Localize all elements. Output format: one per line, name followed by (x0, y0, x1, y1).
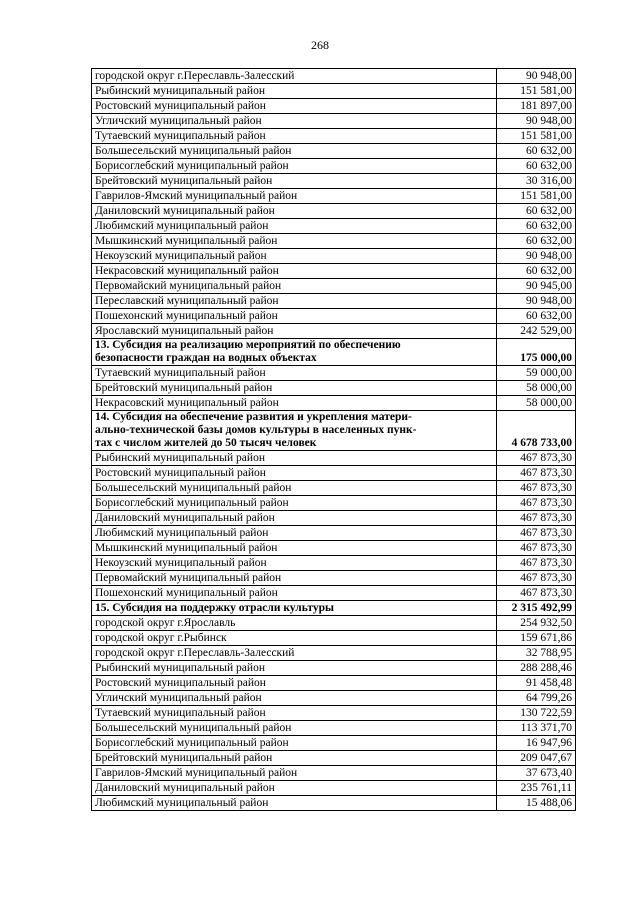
recipient-name: Рыбинский муниципальный район (92, 451, 497, 466)
table-row (92, 366, 576, 381)
subsidy-amount: 113 371,70 (497, 721, 576, 736)
section-heading-row (92, 411, 576, 451)
table-row (92, 99, 576, 114)
subsidy-amount: 16 947,96 (497, 736, 576, 751)
recipient-name: Гаврилов-Ямский муниципальный район (92, 189, 497, 204)
table-row (92, 466, 576, 481)
subsidy-amount: 58 000,00 (497, 381, 576, 396)
recipient-name: Любимский муниципальный район (92, 526, 497, 541)
subsidy-amount: 467 873,30 (497, 451, 576, 466)
subsidy-amount: 467 873,30 (497, 586, 576, 601)
subsidy-amount: 60 632,00 (497, 144, 576, 159)
subsidy-amount: 467 873,30 (497, 541, 576, 556)
recipient-name: Брейтовский муниципальный район (92, 751, 497, 766)
table-row (92, 766, 576, 781)
subsidy-amount: 467 873,30 (497, 466, 576, 481)
table-row (92, 706, 576, 721)
subsidy-amount: 467 873,30 (497, 526, 576, 541)
table-row (92, 114, 576, 129)
subsidy-table (91, 68, 576, 811)
table-row (92, 279, 576, 294)
recipient-name: Угличский муниципальный район (92, 114, 497, 129)
subsidy-amount: 90 948,00 (497, 69, 576, 84)
section-heading-line: 14. Субсидия на обеспечение развития и укрепления матери- (95, 411, 412, 423)
subsidy-amount: 467 873,30 (497, 571, 576, 586)
subsidy-amount: 90 945,00 (497, 279, 576, 294)
recipient-name: городской округ г.Ярославль (92, 616, 497, 631)
subsidy-amount: 60 632,00 (497, 219, 576, 234)
table-row (92, 556, 576, 571)
table-row (92, 129, 576, 144)
section-heading-line: безопасности граждан на водных объектах (95, 352, 317, 364)
table-row (92, 174, 576, 189)
table-row (92, 586, 576, 601)
subsidy-amount: 60 632,00 (497, 264, 576, 279)
recipient-name: Первомайский муниципальный район (92, 279, 497, 294)
table-row (92, 324, 576, 339)
table-row (92, 264, 576, 279)
recipient-name: городской округ г.Переславль-Залесский (92, 69, 497, 84)
section-heading-title (92, 411, 497, 451)
table-row (92, 396, 576, 411)
section-total-amount: 4 678 733,00 (497, 411, 576, 451)
recipient-name: Угличский муниципальный район (92, 691, 497, 706)
subsidy-amount: 90 948,00 (497, 114, 576, 129)
subsidy-amount: 467 873,30 (497, 556, 576, 571)
table-row (92, 249, 576, 264)
table-row (92, 451, 576, 466)
table-row (92, 661, 576, 676)
subsidy-amount: 90 948,00 (497, 249, 576, 264)
table-row (92, 159, 576, 174)
subsidy-amount: 235 761,11 (497, 781, 576, 796)
subsidy-amount: 60 632,00 (497, 234, 576, 249)
subsidy-amount: 64 799,26 (497, 691, 576, 706)
subsidy-amount: 37 673,40 (497, 766, 576, 781)
recipient-name: Любимский муниципальный район (92, 796, 497, 811)
recipient-name: городской округ г.Переславль-Залесский (92, 646, 497, 661)
table-row (92, 721, 576, 736)
recipient-name: Первомайский муниципальный район (92, 571, 497, 586)
page-number: 268 (311, 38, 329, 52)
table-row (92, 84, 576, 99)
subsidy-amount: 288 288,46 (497, 661, 576, 676)
recipient-name: Пошехонский муниципальный район (92, 586, 497, 601)
subsidy-amount: 151 581,00 (497, 189, 576, 204)
table-row (92, 796, 576, 811)
table-row (92, 294, 576, 309)
recipient-name: Любимский муниципальный район (92, 219, 497, 234)
recipient-name: Большесельский муниципальный район (92, 481, 497, 496)
recipient-name: Некоузский муниципальный район (92, 249, 497, 264)
recipient-name: Ярославский муниципальный район (92, 324, 497, 339)
table-row (92, 631, 576, 646)
recipient-name: Борисоглебский муниципальный район (92, 736, 497, 751)
table-row (92, 204, 576, 219)
recipient-name: Брейтовский муниципальный район (92, 174, 497, 189)
subsidy-amount: 60 632,00 (497, 309, 576, 324)
subsidy-amount: 467 873,30 (497, 511, 576, 526)
recipient-name: городской округ г.Рыбинск (92, 631, 497, 646)
table-row (92, 736, 576, 751)
recipient-name: Тутаевский муниципальный район (92, 366, 497, 381)
section-heading-line: 15. Субсидия на поддержку отрасли культуры (95, 602, 334, 614)
table-row (92, 616, 576, 631)
table-row (92, 69, 576, 84)
recipient-name: Переславский муниципальный район (92, 294, 497, 309)
table-row (92, 511, 576, 526)
table-row (92, 481, 576, 496)
section-heading-line: ально-технической базы домов культуры в населенных пунк- (95, 424, 417, 436)
recipient-name: Борисоглебский муниципальный район (92, 496, 497, 511)
recipient-name: Некоузский муниципальный район (92, 556, 497, 571)
subsidy-amount: 242 529,00 (497, 324, 576, 339)
table-row (92, 676, 576, 691)
table-row (92, 234, 576, 249)
recipient-name: Ростовский муниципальный район (92, 466, 497, 481)
table-row (92, 189, 576, 204)
subsidy-amount: 181 897,00 (497, 99, 576, 114)
subsidy-amount: 15 488,06 (497, 796, 576, 811)
subsidy-amount: 254 932,50 (497, 616, 576, 631)
table-row (92, 219, 576, 234)
subsidy-amount: 159 671,86 (497, 631, 576, 646)
section-heading-row (92, 601, 576, 616)
table-row (92, 571, 576, 586)
recipient-name: Брейтовский муниципальный район (92, 381, 497, 396)
subsidy-amount: 60 632,00 (497, 204, 576, 219)
table-row (92, 646, 576, 661)
subsidy-amount: 60 632,00 (497, 159, 576, 174)
table-row (92, 526, 576, 541)
subsidy-amount: 130 722,59 (497, 706, 576, 721)
table-row (92, 309, 576, 324)
section-heading-title (92, 339, 497, 366)
recipient-name: Тутаевский муниципальный район (92, 706, 497, 721)
section-heading-line: тах с числом жителей до 50 тысяч человек (95, 437, 317, 449)
section-total-amount: 175 000,00 (497, 339, 576, 366)
section-total-amount: 2 315 492,99 (497, 601, 576, 616)
recipient-name: Ростовский муниципальный район (92, 99, 497, 114)
recipient-name: Большесельский муниципальный район (92, 721, 497, 736)
recipient-name: Некрасовский муниципальный район (92, 396, 497, 411)
recipient-name: Гаврилов-Ямский муниципальный район (92, 766, 497, 781)
recipient-name: Тутаевский муниципальный район (92, 129, 497, 144)
recipient-name: Мышкинский муниципальный район (92, 541, 497, 556)
recipient-name: Некрасовский муниципальный район (92, 264, 497, 279)
recipient-name: Даниловский муниципальный район (92, 204, 497, 219)
table-row (92, 541, 576, 556)
table-row (92, 496, 576, 511)
subsidy-amount: 209 047,67 (497, 751, 576, 766)
recipient-name: Большесельский муниципальный район (92, 144, 497, 159)
subsidy-amount: 151 581,00 (497, 84, 576, 99)
table-row (92, 381, 576, 396)
subsidy-amount: 59 000,00 (497, 366, 576, 381)
recipient-name: Борисоглебский муниципальный район (92, 159, 497, 174)
table-row (92, 144, 576, 159)
section-heading-title (92, 601, 497, 616)
recipient-name: Мышкинский муниципальный район (92, 234, 497, 249)
recipient-name: Ростовский муниципальный район (92, 676, 497, 691)
table-row (92, 781, 576, 796)
section-heading-row (92, 339, 576, 366)
subsidy-table-body (92, 69, 576, 811)
table-row (92, 691, 576, 706)
subsidy-amount: 151 581,00 (497, 129, 576, 144)
subsidy-amount: 467 873,30 (497, 481, 576, 496)
recipient-name: Даниловский муниципальный район (92, 781, 497, 796)
recipient-name: Даниловский муниципальный район (92, 511, 497, 526)
subsidy-amount: 32 788,95 (497, 646, 576, 661)
subsidy-amount: 30 316,00 (497, 174, 576, 189)
subsidy-amount: 91 458,48 (497, 676, 576, 691)
subsidy-amount: 58 000,00 (497, 396, 576, 411)
section-heading-line: 13. Субсидия на реализацию мероприятий по обеспечению (95, 339, 401, 351)
recipient-name: Пошехонский муниципальный район (92, 309, 497, 324)
recipient-name: Рыбинский муниципальный район (92, 661, 497, 676)
recipient-name: Рыбинский муниципальный район (92, 84, 497, 99)
table-row (92, 751, 576, 766)
subsidy-amount: 467 873,30 (497, 496, 576, 511)
subsidy-amount: 90 948,00 (497, 294, 576, 309)
